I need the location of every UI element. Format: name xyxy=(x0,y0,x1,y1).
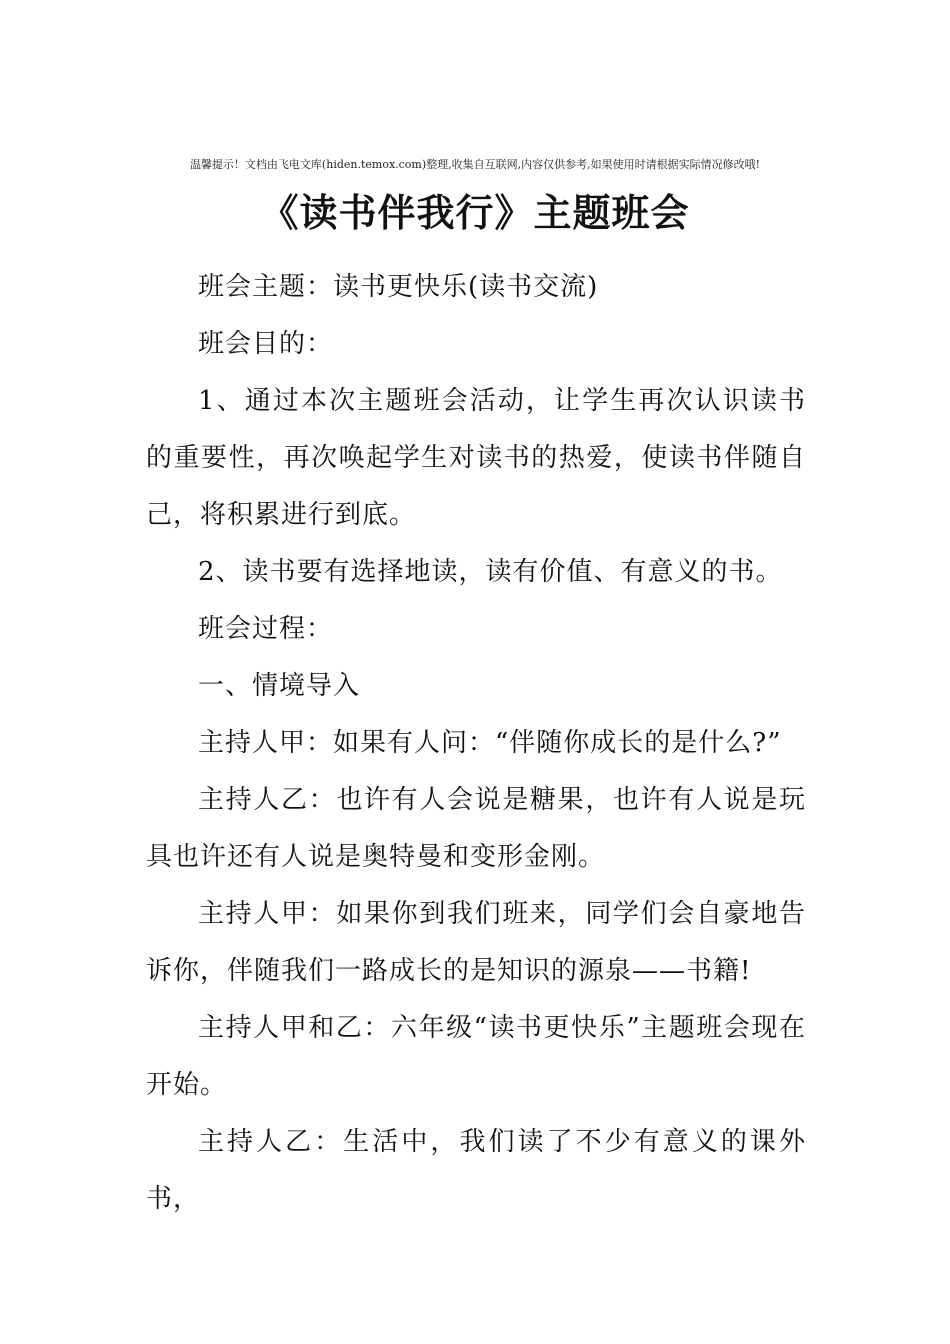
paragraph-process-heading: 班会过程： xyxy=(198,614,334,644)
paragraph-host-b-1: 主持人乙：也许有人会说是糖果，也许有人说是玩具也许还有人说是奥特曼和变形金刚。 xyxy=(146,785,806,872)
document-body xyxy=(146,259,806,1228)
paragraph-host-a-1: 主持人甲：如果有人问：“伴随你成长的是什么?” xyxy=(198,728,782,758)
paragraph-host-ab: 主持人甲和乙：六年级“读书更快乐”主题班会现在开始。 xyxy=(146,1013,806,1100)
paragraph-host-a-2: 主持人甲：如果你到我们班来，同学们会自豪地告诉你，伴随我们一路成长的是知识的源泉——书籍! xyxy=(146,899,806,986)
document-notice: 温馨提示！文档由飞电文库(hiden.temox.com)整理,收集自互联网,内容仅供参考,如果使用时请根据实际情况修改哦! xyxy=(189,158,761,171)
paragraph-purpose-heading: 班会目的： xyxy=(198,329,334,359)
page-title: 《读书伴我行》主题班会 xyxy=(260,191,690,235)
paragraph-host-b-2: 主持人乙：生活中，我们读了不少有意义的课外书， xyxy=(146,1127,806,1214)
paragraph-theme: 班会主题：读书更快乐(读书交流) xyxy=(198,272,599,302)
paragraph-section-1: 一、情境导入 xyxy=(198,671,361,701)
paragraph-purpose-1: 1、通过本次主题班会活动，让学生再次认识读书的重要性，再次唤起学生对读书的热爱，使读书伴随自己，将积累进行到底。 xyxy=(146,386,806,530)
paragraph-purpose-2: 2、读书要有选择地读，读有价值、有意义的书。 xyxy=(198,557,783,587)
